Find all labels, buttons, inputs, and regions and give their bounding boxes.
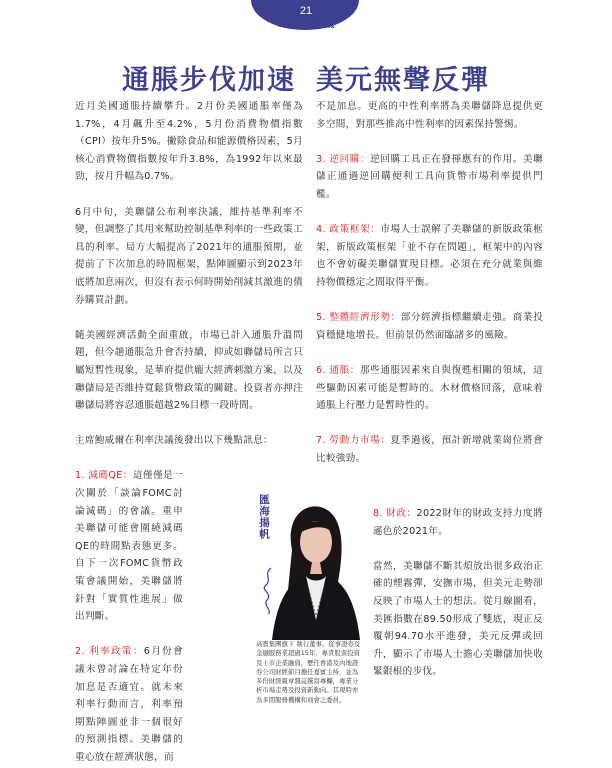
list-item <box>316 362 543 415</box>
item-text: 6月份會議未曾討論在特定年份加息是否適宜。就未來利率行動而言，利率預期點陣圖並非一個很好的預測指標。美聯儲的重心放在經濟狀態，而 <box>75 646 183 763</box>
author-bio: 高寶集團旗下 執行董事。從事證券及金融服務業超過15年，專責股票投資及上市企業融資，歷任香港及內地證券公司財經節目擔任嘉賓主持，並為多份財經報章雜誌撰寫專欄，專業分析市場走勢及投資新動向。其現時亦為多間服務機構和商會之委員。 <box>256 640 361 704</box>
paragraph: 隨美國經濟活動全面重啟，市場已計入通脹升溫問題，但今趟通脹急升會否持續，抑或如聯儲局所言只屬短暫性現象，是華府提供龐大經濟刺激方案，以及聯儲局是否維持寬鬆貨幣政策的關鍵。投資者亦押注聯儲局將容忍通脹超越2%目標一段時間。 <box>75 329 303 412</box>
list-item <box>316 151 543 204</box>
item-number: 3. 逆回購： <box>316 153 371 165</box>
item-number: 2. 利率政策： <box>75 646 144 658</box>
item-number: 7. 勞動力市場： <box>316 435 391 447</box>
article-headline <box>0 58 612 97</box>
item-number: 5. 整體經濟形勢： <box>316 312 401 324</box>
author-name: 匯海揚帆 <box>258 494 270 540</box>
magazine-name: Moment 投資先機 <box>277 22 335 29</box>
paragraph: 主席鮑威爾在利率決議後發出以下幾點訊息： <box>75 435 273 447</box>
list-item <box>373 505 543 540</box>
paragraph: 當然，美聯儲不斷其煩放出很多政治正確的煙霧彈，安撫市場，但美元走勢卻反映了市場人士的想法。從月線圖看，美匯指數在89.50形成了雙底，現正反覆朝94.70水平進發，美元反彈或回升，顯示了市場人士擔心美聯儲加快收緊銀根的步伐。 <box>373 560 543 678</box>
item-text: 部分經濟指標繼續走強。商業投資穩健地增長。但前景仍然面臨諸多的風險。 <box>316 312 544 341</box>
item-number: 4. 政策框架： <box>316 224 381 236</box>
page-number: 21 <box>299 5 313 17</box>
list-item <box>316 221 543 291</box>
list-item <box>75 643 183 766</box>
author-signature <box>259 566 277 616</box>
item-text: 2022財年的財政支持力度將遜色於2021年。 <box>373 508 543 537</box>
item-text: 這僅僅是一次關於「談論FOMC討論減碼」的會議。重申美聯儲可能會圍繞減碼QE的時間點表態更多。自下一次FOMC貨幣政策會議開始，美聯儲將針對「實質性進展」做出判斷。 <box>75 470 184 623</box>
paragraph: 不是加息。更高的中性利率將為美聯儲降息提供更多空間，對那些推高中性利率的因素保持警惕。 <box>316 101 543 130</box>
headline-part-2: 美元無聲反彈 <box>316 65 490 96</box>
item-text: 逆回購工具正在發揮應有的作用。美聯儲正通過逆回購便利工具向貨幣市場利率提供門檻。 <box>316 153 543 200</box>
list-item <box>316 432 543 467</box>
paragraph: 近月美國通脹持續攀升。2月份美國通脹率僅為1.7%，4月飆升至4.2%，5月份消費物價指數（CPI）按年升5%。撇除食品和能源價格因素，5月核心消費物價指數按年升3.8%，為1992年以來最勁，按月升幅為0.7%。 <box>75 101 303 183</box>
item-number: 1. 減碼QE： <box>75 470 133 482</box>
paragraph: 6月中旬，美聯儲公布利率決議，維持基準利率不變，但調整了其用來幫助控制基準利率的一些政策工具的利率。局方大幅提高了2021年的通脹預期，並提前了下次加息的時間框架，點陣圖顯示到2023年底將加息兩次，但沒有表示何時開始削減其激進的債券購買計劃。 <box>75 206 303 306</box>
right-column-lower <box>373 505 543 681</box>
right-column <box>316 98 543 485</box>
item-text: 市場人士誤解了美聯儲的新版政策框架，新版政策框架「並不存在問題」，框架中的內容也不會妨礙美聯儲實現目標。必須在充分就業與維持物價穩定之間取得平衡。 <box>316 224 543 288</box>
list-item <box>75 467 183 625</box>
headline-part-1: 通脹步伐加速 <box>122 65 296 96</box>
list-item <box>316 309 543 344</box>
item-number: 6. 通脹： <box>316 364 360 376</box>
item-number: 8. 財政： <box>373 508 417 519</box>
item-text: 那些通脹因素來自與復甦相關的領域，這些驅動因素可能是暫時的。木材價格回落，意味着通脹上行壓力是暫時性的。 <box>316 364 543 412</box>
item-text: 夏季過後，預計新增就業崗位將會比較強勁。 <box>316 435 544 464</box>
